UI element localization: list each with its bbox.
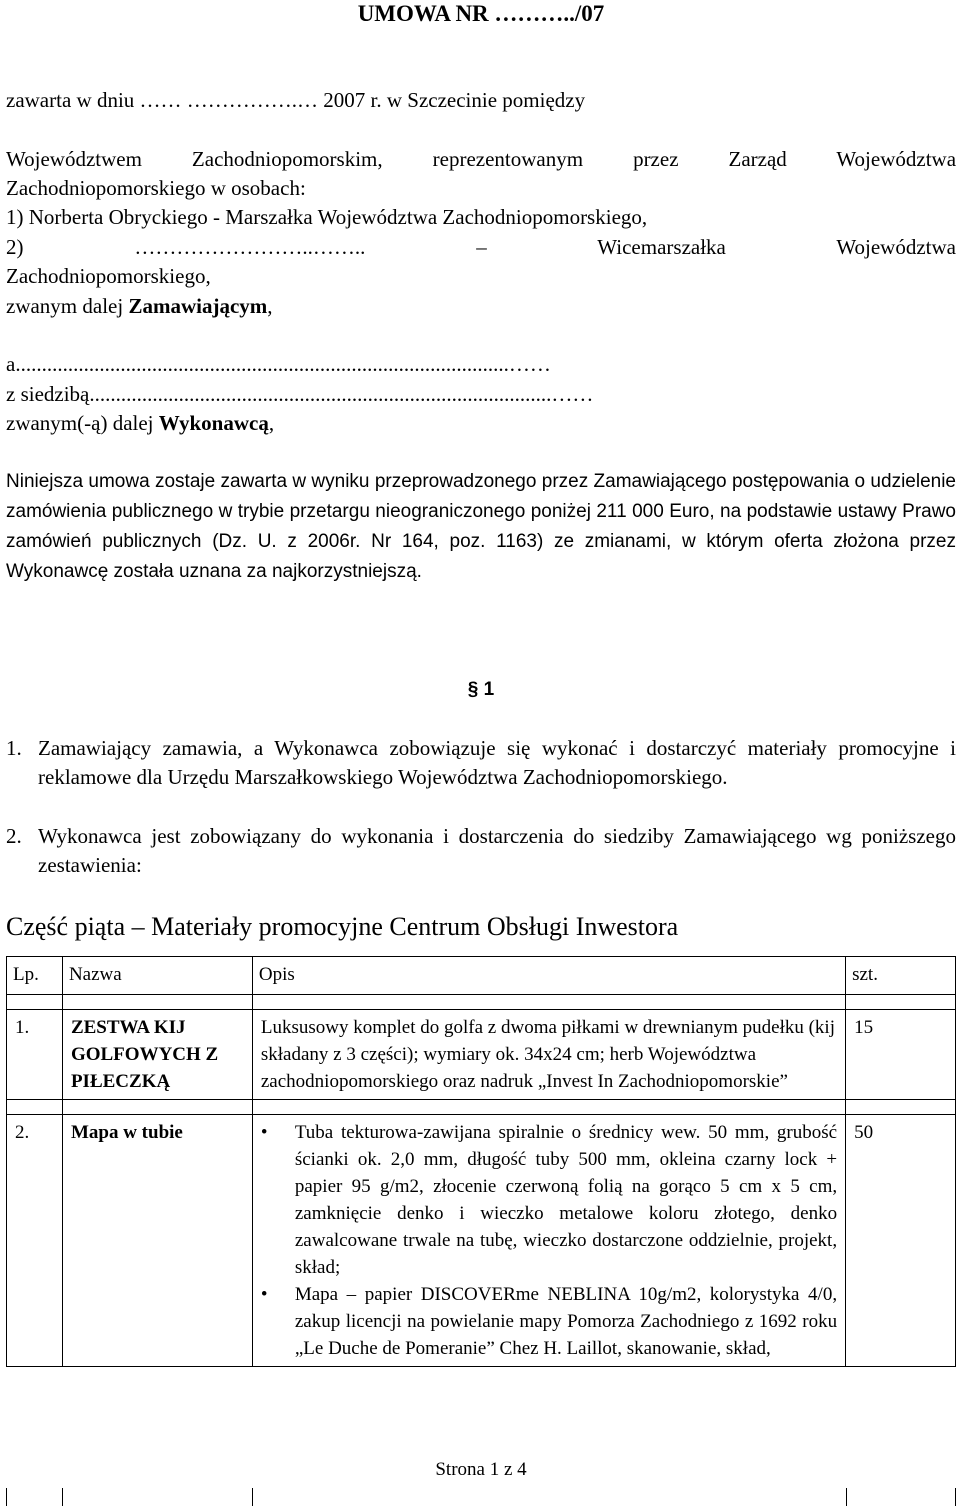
party1-line1: Województwem Zachodniopomorskim, reprezentowanym przez Zarząd Województwa	[6, 147, 957, 171]
table-header-row	[7, 957, 956, 995]
column-header-quantity: szt.	[846, 957, 956, 995]
row-quantity: 15	[846, 1010, 956, 1100]
materials-table	[6, 956, 956, 1367]
party2-line1: a..............................................................................................……	[6, 352, 551, 376]
contract-title: UMOWA NR ………../07	[357, 1, 605, 26]
clause-number: 2.	[6, 824, 22, 848]
preamble-paragraph: Niniejsza umowa zostaje zawarta w wyniku przeprowadzonego przez Zamawiającego postępowania o udzielenie zamówienia publicznego w trybie przetargu nieograniczonego poniżej 211 000 Euro, na podstawie ustawy Prawo zamówień publicznych (Dz. U. z 2006r. Nr 164, poz. 1163) ze zmianami, w którym oferta złożona przez Wykonawcę została uznana za najkorzystniejszą.	[6, 471, 956, 582]
page-footer: Strona 1 z 4	[435, 1459, 527, 1480]
list-item: • Tuba tekturowa-zawijana spiralnie o średnicy wew. 50 mm, grubość ścianki ok. 2,0 mm, długość tuby 500 mm, okleina czarny lock + papier 95 g/m2, złocenie czerwoną folią na gorąco 5 cm x 5 cm, zamknięcie denko i wieczko metalowe koloru złotego, denko zawalcowane trwale na tubę, wieczko dostarczone oddzielnie, projekt, skład;	[295, 1119, 837, 1281]
table-border-fragment	[252, 1488, 253, 1506]
clause-item-1	[6, 734, 956, 792]
party1-line6: zwanym dalej Zamawiającym,	[6, 294, 273, 318]
row-quantity: 50	[846, 1115, 956, 1367]
clause-number: 1.	[6, 736, 22, 760]
description-bullet-list	[261, 1119, 837, 1362]
party1-line2: Zachodniopomorskiego w osobach:	[6, 176, 306, 200]
table-border-fragment	[62, 1488, 63, 1506]
party1-line5: Zachodniopomorskiego,	[6, 264, 211, 288]
part-heading: Część piąta – Materiały promocyjne Centrum Obsługi Inwestora	[6, 912, 679, 941]
clause-text: Wykonawca jest zobowiązany do wykonania i dostarczenia do siedziby Zamawiającego wg poniższego zestawienia:	[38, 824, 956, 877]
party1-line4: 2) ……………………..…….. – Wicemarszałka Województwa	[6, 235, 956, 259]
party1-line3: 1) Norberta Obryckiego - Marszałka Województwa Zachodniopomorskiego,	[6, 205, 648, 229]
table-row	[7, 1115, 956, 1367]
row-description	[252, 1115, 845, 1367]
party2-line3: zwanym(-ą) dalej Wykonawcą,	[6, 411, 275, 435]
table-row	[7, 1010, 956, 1100]
row-name: Mapa w tubie	[62, 1115, 252, 1367]
row-lp: 2.	[7, 1115, 63, 1367]
clause-item-2	[6, 822, 956, 880]
party2-line2: z siedzibą........................................................................................……	[6, 382, 594, 406]
table-border-fragment	[955, 1488, 956, 1506]
row-description: Luksusowy komplet do golfa z dwoma piłkami w drewnianym pudełku (kij składany z 3 części); wymiary ok. 34x24 cm; herb Województwa zachodniopomorskiego oraz nadruk „Invest In Zachodniopomorskie”	[252, 1010, 845, 1100]
clause-text: Zamawiający zamawia, a Wykonawca zobowiązuje się wykonać i dostarczyć materiały promocyjne i reklamowe dla Urzędu Marszałkowskiego Województwa Zachodniopomorskiego.	[38, 736, 956, 789]
row-lp: 1.	[7, 1010, 63, 1100]
list-item: • Mapa – papier DISCOVERme NEBLINA 10g/m2, kolorystyka 4/0, zakup licencji na powielanie mapy Pomorza Zachodniego z 1692 roku „Le Duche de Pomeranie” Chez H. Laillot, skanowanie, skład,	[295, 1281, 837, 1362]
table-border-fragment	[846, 1488, 847, 1506]
column-header-description: Opis	[252, 957, 845, 995]
contract-date-line: zawarta w dniu …… …………….… 2007 r. w Szczecinie pomiędzy	[6, 88, 586, 112]
column-header-name: Nazwa	[62, 957, 252, 995]
section-heading: § 1	[467, 679, 495, 700]
row-name: ZESTWA KIJ GOLFOWYCH Z PIŁECZKĄ	[62, 1010, 252, 1100]
column-header-lp: Lp.	[7, 957, 63, 995]
table-border-fragment	[6, 1488, 7, 1506]
